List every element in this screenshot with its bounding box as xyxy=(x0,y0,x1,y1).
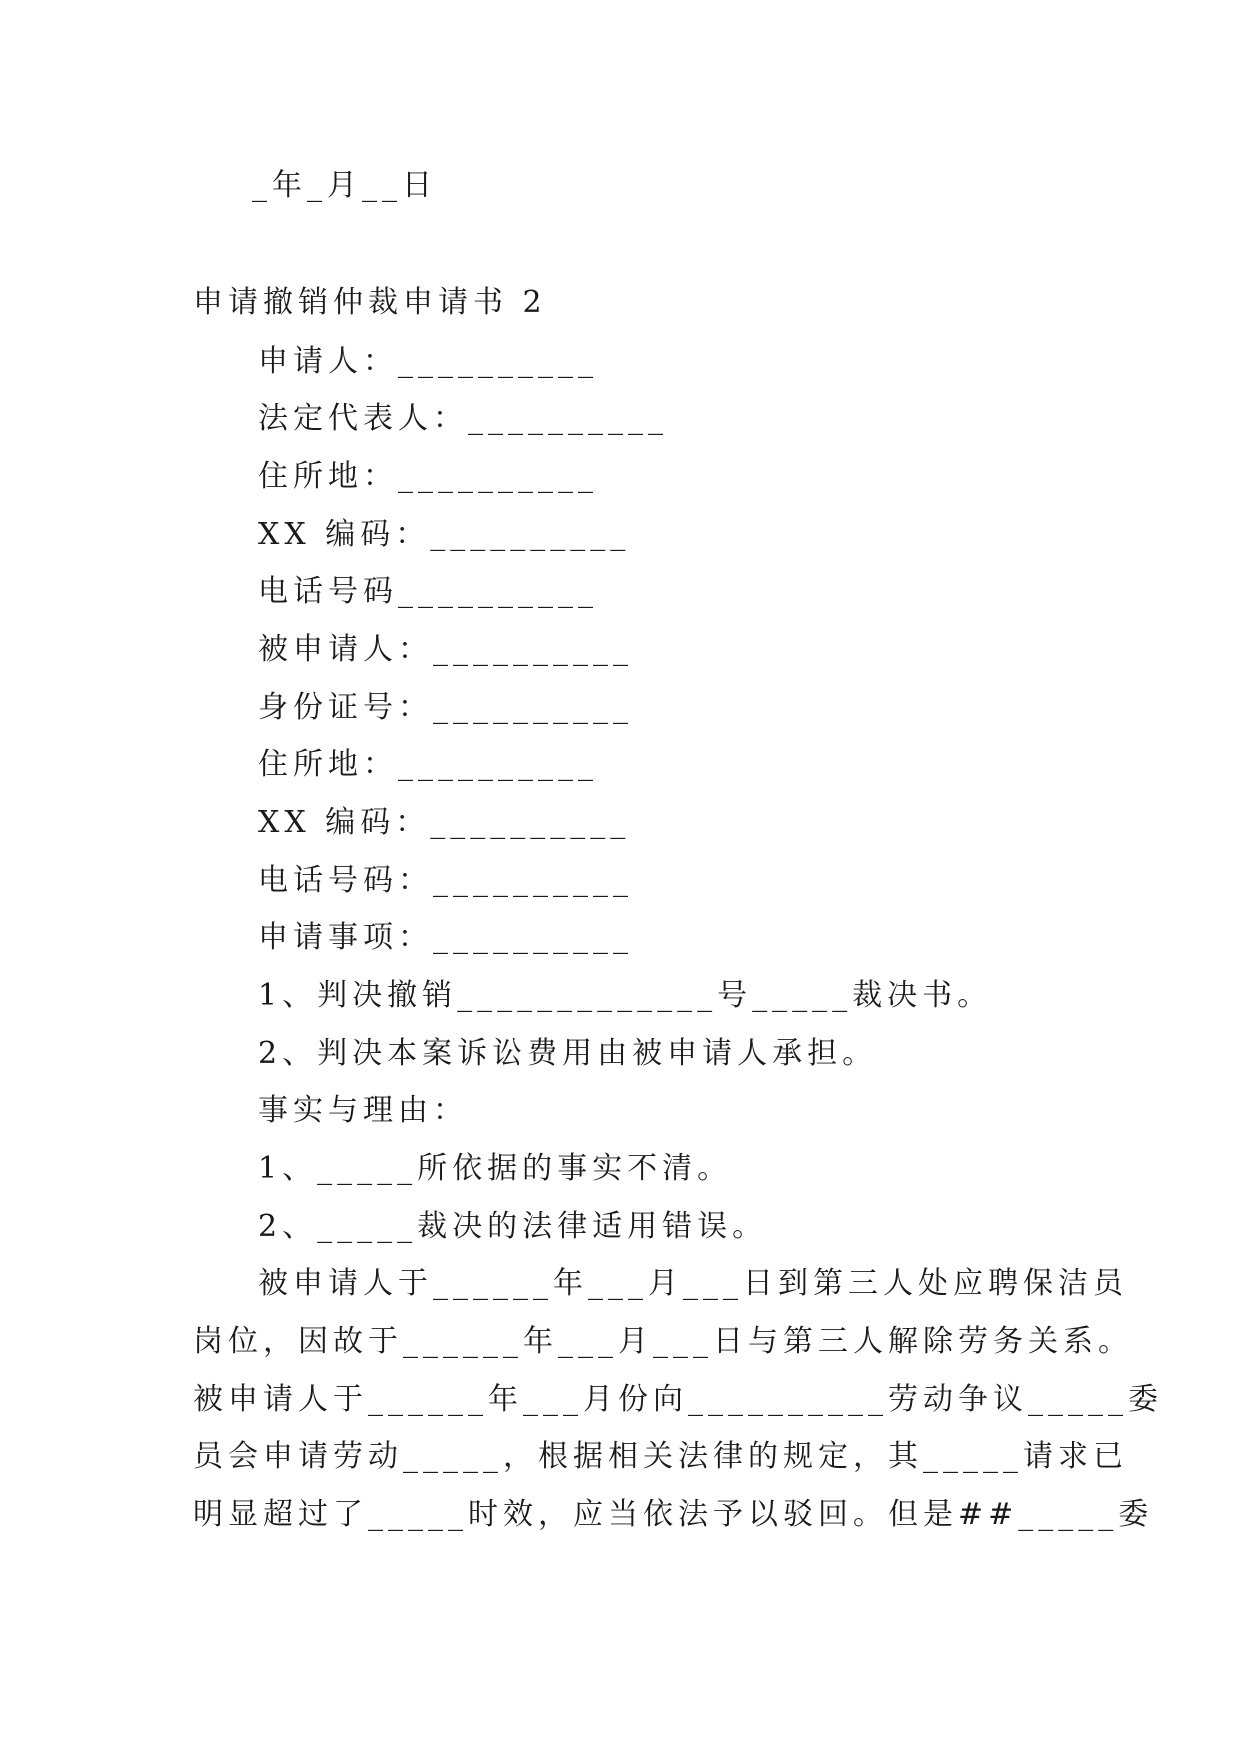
field-application-matters: 申请事项：__________ xyxy=(258,920,633,955)
body-paragraph-line: 明显超过了_____时效，应当依法予以驳回。但是##_____委 xyxy=(193,1497,1154,1532)
facts-heading: 事实与理由： xyxy=(258,1093,468,1128)
field-respondent: 被申请人：__________ xyxy=(258,632,633,667)
field-legal-representative: 法定代表人：__________ xyxy=(258,401,668,436)
field-applicant: 申请人：__________ xyxy=(258,344,598,379)
field-respondent-postal-code: XX 编码：__________ xyxy=(258,805,631,840)
date-line: _年_月__日 xyxy=(252,168,437,203)
document-title: 申请撤销仲裁申请书 2 xyxy=(193,285,547,320)
reason-item-2: 2、_____裁决的法律适用错误。 xyxy=(258,1209,768,1244)
request-item-2: 2、判决本案诉讼费用由被申请人承担。 xyxy=(258,1036,878,1071)
field-postal-code: XX 编码：__________ xyxy=(258,517,631,552)
request-item-1: 1、判决撤销_____________号_____裁决书。 xyxy=(258,978,993,1013)
field-phone: 电话号码__________ xyxy=(258,574,598,609)
body-paragraph-line: 员会申请劳动_____，根据相关法律的规定，其_____请求已 xyxy=(193,1439,1128,1474)
field-respondent-address: 住所地：__________ xyxy=(258,747,598,782)
body-paragraph-line: 被申请人于______年___月份向__________劳动争议_____委 xyxy=(193,1382,1163,1417)
field-address: 住所地：__________ xyxy=(258,459,598,494)
reason-item-1: 1、_____所依据的事实不清。 xyxy=(258,1151,733,1186)
field-id-number: 身份证号：__________ xyxy=(258,690,633,725)
body-paragraph-line: 被申请人于______年___月___日到第三人处应聘保洁员 xyxy=(258,1266,1128,1301)
body-paragraph-line: 岗位，因故于______年___月___日与第三人解除劳务关系。 xyxy=(193,1324,1133,1359)
field-respondent-phone: 电话号码：__________ xyxy=(258,863,633,898)
